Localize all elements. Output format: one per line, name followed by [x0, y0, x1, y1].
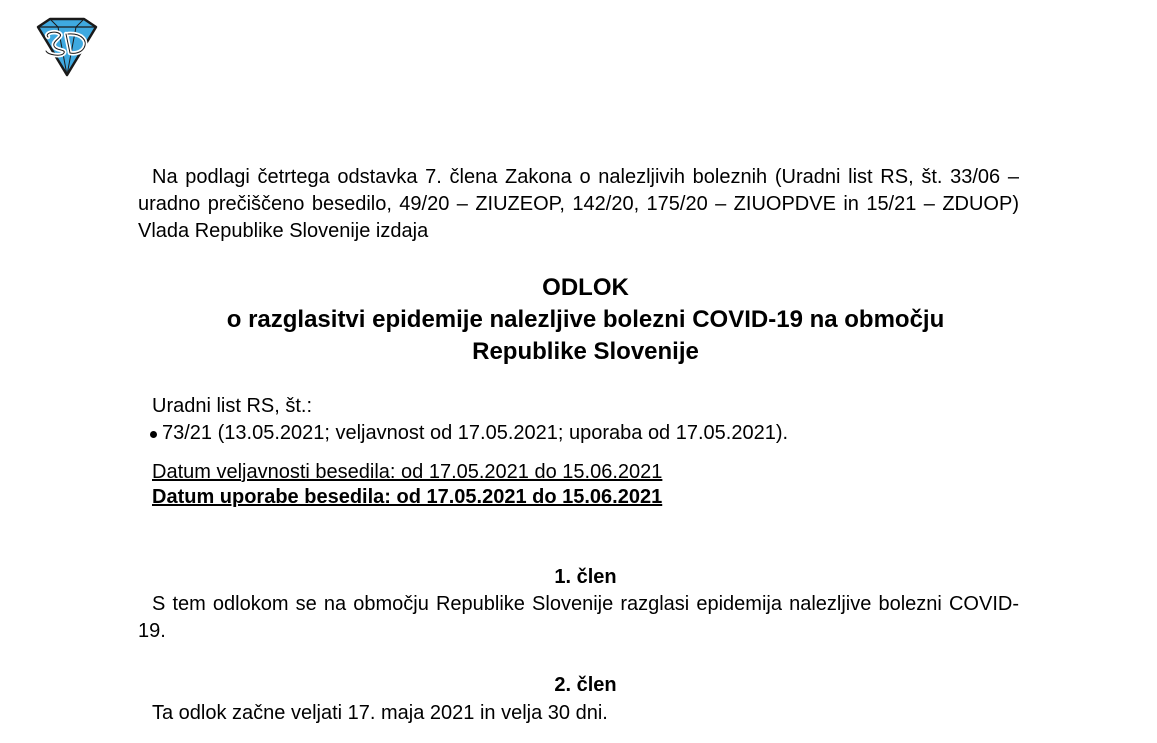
preamble-paragraph: Na podlagi četrtega odstavka 7. člena Zakona o nalezljivih boleznih (Uradni list RS, št. 33/06 – uradno prečiščeno besedilo, 49/20 – ZIUZEOP, 142/20, 175/20 – ZIUOPDVE in 15/21 – ZDUOP) Vlada Republike Slovenije izdaja: [138, 166, 1019, 242]
article-1-heading: 1. člen: [554, 566, 617, 588]
diamond-logo: [30, 17, 104, 79]
gazette-entry: [150, 420, 788, 446]
gazette-label: Uradni list RS, št.:: [152, 395, 313, 417]
title-line-2: o razglasitvi epidemije nalezljive bolezni COVID-19 na območju: [226, 306, 945, 333]
validity-date: Datum veljavnosti besedila: od 17.05.2021 do 15.06.2021: [152, 461, 663, 483]
bullet-icon: [150, 431, 157, 438]
title-line-1: ODLOK: [542, 274, 629, 301]
document-title: [138, 272, 1033, 368]
diamond-logo-icon: [30, 17, 104, 79]
article-2-heading: 2. člen: [554, 674, 617, 696]
article-1-body: S tem odlokom se na območju Republike Slovenije razglasi epidemija nalezljive bolezni COVID-19.: [138, 593, 1019, 642]
gazette-entry-text: 73/21 (13.05.2021; veljavnost od 17.05.2021; uporaba od 17.05.2021).: [162, 422, 789, 444]
application-date: Datum uporabe besedila: od 17.05.2021 do 15.06.2021: [152, 486, 663, 508]
article-2-body: Ta odlok začne veljati 17. maja 2021 in velja 30 dni.: [152, 702, 608, 724]
title-line-3: Republike Slovenije: [472, 338, 699, 365]
